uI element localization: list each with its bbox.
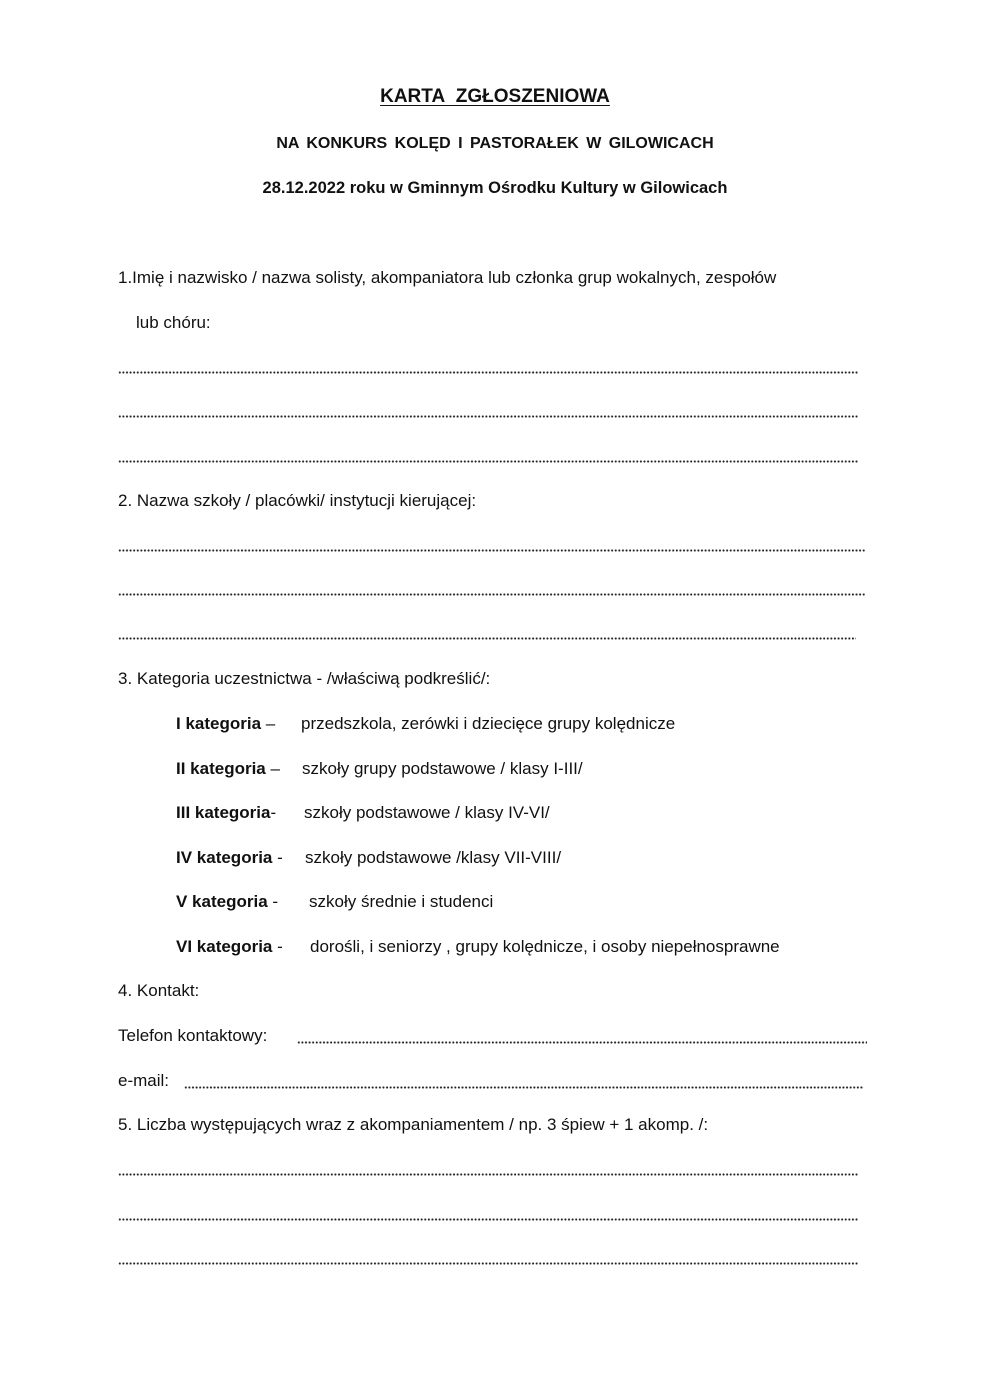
phone-label: Telefon kontaktowy: <box>118 1026 268 1045</box>
section4-label: 4. Kontakt: <box>118 981 200 1000</box>
form-subtitle: NA KONKURS KOLĘD I PASTORAŁEK W GILOWICACH <box>276 135 714 152</box>
section5-blank-line-3[interactable] <box>118 1262 858 1265</box>
category-description: dorośli, i seniorzy , grupy kolędnicze, i osoby niepełnosprawne <box>310 937 780 956</box>
form-title <box>0 86 990 108</box>
section5-label: 5. Liczba występujących wraz z akompaniamentem / np. 3 śpiew + 1 akomp. /: <box>118 1115 709 1134</box>
category-name: I kategoria <box>176 714 262 733</box>
form-title-text: KARTA ZGŁOSZENIOWA <box>380 86 610 107</box>
category-description: szkoły średnie i studenci <box>309 892 494 911</box>
section1-label-cont: lub chóru: <box>136 313 211 332</box>
category-separator: - <box>272 848 283 867</box>
section1-label: 1.Imię i nazwisko / nazwa solisty, akompaniatora lub członka grup wokalnych, zespołów <box>118 268 777 287</box>
category-name: VI kategoria <box>176 937 273 956</box>
section1-blank-line-3[interactable] <box>118 460 858 463</box>
section1-blank-line-1[interactable] <box>118 371 858 374</box>
category-name: II kategoria <box>176 759 266 778</box>
category-separator: - <box>270 803 277 822</box>
category-separator: - <box>267 892 279 911</box>
category-name: V kategoria <box>176 892 268 911</box>
category-option[interactable] <box>176 714 676 734</box>
category-name: III kategoria <box>176 803 271 822</box>
category-description: szkoły podstawowe / klasy IV-VI/ <box>304 803 550 822</box>
email-label: e-mail: <box>118 1071 170 1090</box>
section5-blank-line-2[interactable] <box>118 1218 858 1221</box>
category-option[interactable] <box>176 848 562 868</box>
category-option[interactable] <box>176 759 583 779</box>
section2-blank-line-1[interactable] <box>118 549 866 552</box>
category-option[interactable] <box>176 937 780 957</box>
event-date-line: 28.12.2022 roku w Gminnym Ośrodku Kultury w Gilowicach <box>262 179 728 197</box>
phone-field[interactable] <box>297 1041 867 1044</box>
category-description: przedszkola, zerówki i dziecięce grupy kolędnicze <box>301 714 676 733</box>
section2-blank-line-3[interactable] <box>118 637 856 640</box>
section2-label: 2. Nazwa szkoły / placówki/ instytucji kierującej: <box>118 491 477 510</box>
email-field[interactable] <box>184 1086 864 1089</box>
category-option[interactable] <box>176 892 494 912</box>
category-name: IV kategoria <box>176 848 273 867</box>
section1-blank-line-2[interactable] <box>118 415 858 418</box>
category-description: szkoły podstawowe /klasy VII-VIII/ <box>305 848 562 867</box>
category-description: szkoły grupy podstawowe / klasy I-III/ <box>302 759 583 778</box>
section2-blank-line-2[interactable] <box>118 593 866 596</box>
section5-blank-line-1[interactable] <box>118 1173 858 1176</box>
category-option[interactable] <box>176 803 550 823</box>
category-separator: - <box>272 937 283 956</box>
category-separator: – <box>265 759 280 778</box>
category-separator: – <box>261 714 276 733</box>
section3-label: 3. Kategoria uczestnictwa - /właściwą podkreślić/: <box>118 669 491 688</box>
